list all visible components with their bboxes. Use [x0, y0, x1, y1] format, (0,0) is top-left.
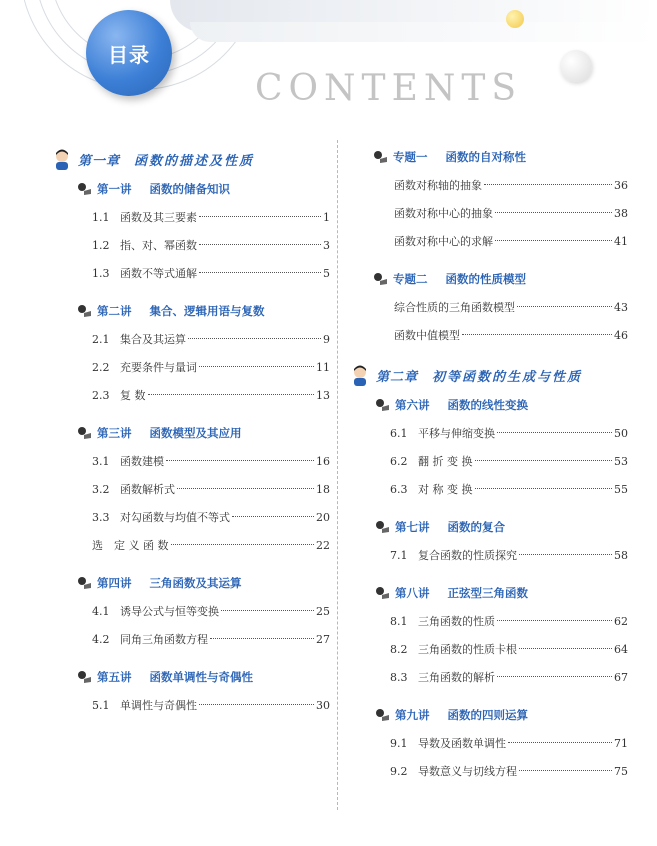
reading-student-icon: [76, 304, 92, 318]
toc-left-column: [52, 146, 330, 720]
chapter-title: 函数的描述及性质: [134, 153, 255, 169]
chapter-title: 初等函数的生成与性质: [432, 369, 583, 385]
reading-student-icon: [76, 670, 92, 684]
dot-leader: [519, 648, 612, 649]
entry-number: 8.2: [390, 643, 408, 656]
dot-leader: [497, 620, 612, 621]
entry-title: 指、对、幂函数: [120, 239, 197, 252]
entry-page: 38: [614, 207, 628, 220]
entry-number: 6.2: [390, 455, 408, 468]
section-title: 函数模型及其应用: [149, 426, 242, 440]
entry-title: 函数不等式通解: [120, 267, 197, 280]
section-heading[interactable]: [374, 704, 628, 726]
entry-page: 58: [614, 549, 628, 562]
entry-page: 46: [614, 329, 628, 342]
dot-leader: [519, 770, 612, 771]
entry-title: 函数中值模型: [394, 329, 460, 342]
dot-leader: [497, 432, 612, 433]
dot-leader: [177, 488, 314, 489]
entry-page: 9: [323, 333, 330, 346]
entry-page: 1: [323, 211, 330, 224]
toc-entry[interactable]: [92, 204, 330, 232]
toc-entry[interactable]: [394, 322, 628, 350]
toc-entry[interactable]: [92, 476, 330, 504]
entry-page: 50: [614, 427, 628, 440]
section-heading[interactable]: [76, 422, 330, 444]
section-title: 函数单调性与奇偶性: [149, 670, 253, 684]
entry-number: 3.1: [92, 455, 110, 468]
toc-badge-label: 目录: [108, 42, 150, 67]
toc-entry[interactable]: [92, 626, 330, 654]
toc-entry[interactable]: [390, 448, 628, 476]
toc-entry[interactable]: [92, 448, 330, 476]
toc-entry[interactable]: [390, 730, 628, 758]
dot-leader: [188, 338, 321, 339]
entry-title: 单调性与奇偶性: [120, 699, 197, 712]
entry-page: 62: [614, 615, 628, 628]
toc-entry[interactable]: [92, 326, 330, 354]
entry-title: 充要条件与量词: [120, 361, 197, 374]
dot-leader: [495, 240, 612, 241]
entry-title: 导数意义与切线方程: [418, 765, 517, 778]
entry-title: 复合函数的性质探究: [418, 549, 517, 562]
entry-number: 2.1: [92, 333, 110, 346]
entry-title: 平移与伸缩变换: [418, 427, 495, 440]
section-title: 函数的复合: [447, 520, 505, 534]
toc-entry[interactable]: [92, 382, 330, 410]
entry-title: 函数解析式: [120, 483, 175, 496]
dot-leader: [199, 366, 314, 367]
dot-leader: [221, 610, 314, 611]
entry-number: 3.2: [92, 483, 110, 496]
section-title: 函数的线性变换: [447, 398, 528, 412]
section-number: 第九讲: [395, 708, 430, 722]
toc-entry[interactable]: [390, 636, 628, 664]
dot-leader: [495, 212, 612, 213]
entry-page: 25: [316, 605, 330, 618]
topic-title: 函数的性质模型: [445, 272, 526, 286]
entry-number: 1.2: [92, 239, 110, 252]
entry-title: 对勾函数与均值不等式: [120, 511, 230, 524]
entry-number: 9.2: [390, 765, 408, 778]
section-title: 函数的四则运算: [447, 708, 528, 722]
section-heading[interactable]: [76, 666, 330, 688]
toc-entry[interactable]: [92, 260, 330, 288]
reading-student-icon: [76, 182, 92, 196]
entry-number: 6.3: [390, 483, 408, 496]
entry-page: 43: [614, 301, 628, 314]
reading-student-icon: [374, 586, 390, 600]
section-number: 第八讲: [395, 586, 430, 600]
section-number: 第四讲: [97, 576, 132, 590]
dot-leader: [475, 488, 613, 489]
reading-student-icon: [76, 576, 92, 590]
section-heading[interactable]: [374, 516, 628, 538]
dot-leader: [199, 216, 321, 217]
entry-page: 41: [614, 235, 628, 248]
entry-page: 55: [614, 483, 628, 496]
topic-heading[interactable]: [372, 146, 628, 168]
section-heading[interactable]: [374, 582, 628, 604]
reading-student-icon: [374, 520, 390, 534]
entry-title: 复 数: [120, 389, 146, 402]
toc-entry[interactable]: [92, 692, 330, 720]
entry-page: 18: [316, 483, 330, 496]
entry-number: 4.2: [92, 633, 110, 646]
entry-title: 同角三角函数方程: [120, 633, 208, 646]
dot-leader: [517, 306, 612, 307]
section-number: 第六讲: [395, 398, 430, 412]
entry-page: 16: [316, 455, 330, 468]
topic-number: 专题一: [393, 150, 428, 164]
entry-page: 11: [316, 361, 330, 374]
dot-leader: [199, 704, 314, 705]
entry-page: 30: [316, 699, 330, 712]
toc-entry[interactable]: [390, 476, 628, 504]
reading-student-icon: [372, 150, 388, 164]
dot-leader: [232, 516, 314, 517]
section-title: 函数的储备知识: [149, 182, 230, 196]
entry-page: 64: [614, 643, 628, 656]
entry-number: 2.3: [92, 389, 110, 402]
entry-page: 75: [614, 765, 628, 778]
entry-page: 3: [323, 239, 330, 252]
reading-student-icon: [76, 426, 92, 440]
toc-badge: [86, 10, 172, 96]
page-header: [0, 0, 657, 130]
entry-title: 选 定 义 函 数: [92, 539, 169, 552]
section-title: 正弦型三角函数: [447, 586, 528, 600]
entry-number: 1.1: [92, 211, 110, 224]
entry-number: 8.1: [390, 615, 408, 628]
entry-page: 27: [316, 633, 330, 646]
column-divider: [337, 140, 338, 810]
entry-number: 3.3: [92, 511, 110, 524]
entry-page: 53: [614, 455, 628, 468]
decorative-yellow-dot: [506, 10, 524, 28]
section-number: 第三讲: [97, 426, 132, 440]
section-title: 集合、逻辑用语与复数: [149, 304, 265, 318]
dot-leader: [199, 244, 321, 245]
entry-page: 20: [316, 511, 330, 524]
entry-page: 5: [323, 267, 330, 280]
entry-number: 4.1: [92, 605, 110, 618]
entry-number: 1.3: [92, 267, 110, 280]
entry-title: 三角函数的性质: [418, 615, 495, 628]
student-avatar-icon: [52, 148, 72, 170]
chapter-number: 第一章: [78, 153, 121, 169]
dot-leader: [519, 554, 612, 555]
section-heading[interactable]: [76, 300, 330, 322]
toc-entry[interactable]: [390, 664, 628, 692]
dot-leader: [497, 676, 612, 677]
toc-entry[interactable]: [390, 542, 628, 570]
toc-entry[interactable]: [92, 598, 330, 626]
entry-title: 诱导公式与恒等变换: [120, 605, 219, 618]
dot-leader: [508, 742, 612, 743]
section-heading[interactable]: [76, 178, 330, 200]
entry-title: 综合性质的三角函数模型: [394, 301, 515, 314]
section-heading[interactable]: [374, 394, 628, 416]
entry-title: 对 称 变 换: [418, 483, 473, 496]
entry-page: 71: [614, 737, 628, 750]
entry-number: 9.1: [390, 737, 408, 750]
topic-heading[interactable]: [372, 268, 628, 290]
entry-number: 7.1: [390, 549, 408, 562]
section-number: 第二讲: [97, 304, 132, 318]
student-avatar-icon: [350, 364, 370, 386]
entry-page: 22: [316, 539, 330, 552]
entry-number: 8.3: [390, 671, 408, 684]
dot-leader: [148, 394, 315, 395]
decorative-white-ball: [560, 50, 592, 82]
topic-title: 函数的自对称性: [445, 150, 526, 164]
dot-leader: [171, 544, 315, 545]
section-number: 第一讲: [97, 182, 132, 196]
topic-number: 专题二: [393, 272, 428, 286]
contents-title: CONTENTS: [255, 68, 523, 109]
toc-entry[interactable]: [390, 420, 628, 448]
toc-entry[interactable]: [92, 504, 330, 532]
entry-title: 三角函数的性质卡根: [418, 643, 517, 656]
toc-entry[interactable]: [394, 200, 628, 228]
dot-leader: [462, 334, 612, 335]
chapter-heading[interactable]: [350, 362, 628, 388]
entry-number: 2.2: [92, 361, 110, 374]
toc-right-column: [350, 146, 628, 786]
entry-number: 5.1: [92, 699, 110, 712]
entry-title: 导数及函数单调性: [418, 737, 506, 750]
toc-entry[interactable]: [394, 228, 628, 256]
entry-number: 6.1: [390, 427, 408, 440]
reading-student-icon: [372, 272, 388, 286]
entry-page: 13: [316, 389, 330, 402]
entry-title: 函数对称中心的抽象: [394, 207, 493, 220]
chapter-heading[interactable]: [52, 146, 330, 172]
section-title: 三角函数及其运算: [149, 576, 242, 590]
decorative-band: [190, 22, 657, 42]
toc-entry[interactable]: [394, 172, 628, 200]
section-number: 第五讲: [97, 670, 132, 684]
section-number: 第七讲: [395, 520, 430, 534]
toc-entry[interactable]: [390, 608, 628, 636]
dot-leader: [484, 184, 612, 185]
toc-entry[interactable]: [92, 232, 330, 260]
entry-title: 集合及其运算: [120, 333, 186, 346]
dot-leader: [166, 460, 314, 461]
chapter-number: 第二章: [376, 369, 419, 385]
entry-title: 函数对称中心的求解: [394, 235, 493, 248]
toc-entry[interactable]: [92, 532, 330, 560]
entry-page: 36: [614, 179, 628, 192]
entry-title: 函数建模: [120, 455, 164, 468]
toc-entry[interactable]: [92, 354, 330, 382]
entry-title: 翻 折 变 换: [418, 455, 473, 468]
reading-student-icon: [374, 398, 390, 412]
dot-leader: [475, 460, 613, 461]
dot-leader: [210, 638, 314, 639]
toc-entry[interactable]: [390, 758, 628, 786]
toc-entry[interactable]: [394, 294, 628, 322]
entry-page: 67: [614, 671, 628, 684]
section-heading[interactable]: [76, 572, 330, 594]
entry-title: 函数及其三要素: [120, 211, 197, 224]
entry-title: 三角函数的解析: [418, 671, 495, 684]
entry-title: 函数对称轴的抽象: [394, 179, 482, 192]
reading-student-icon: [374, 708, 390, 722]
dot-leader: [199, 272, 321, 273]
